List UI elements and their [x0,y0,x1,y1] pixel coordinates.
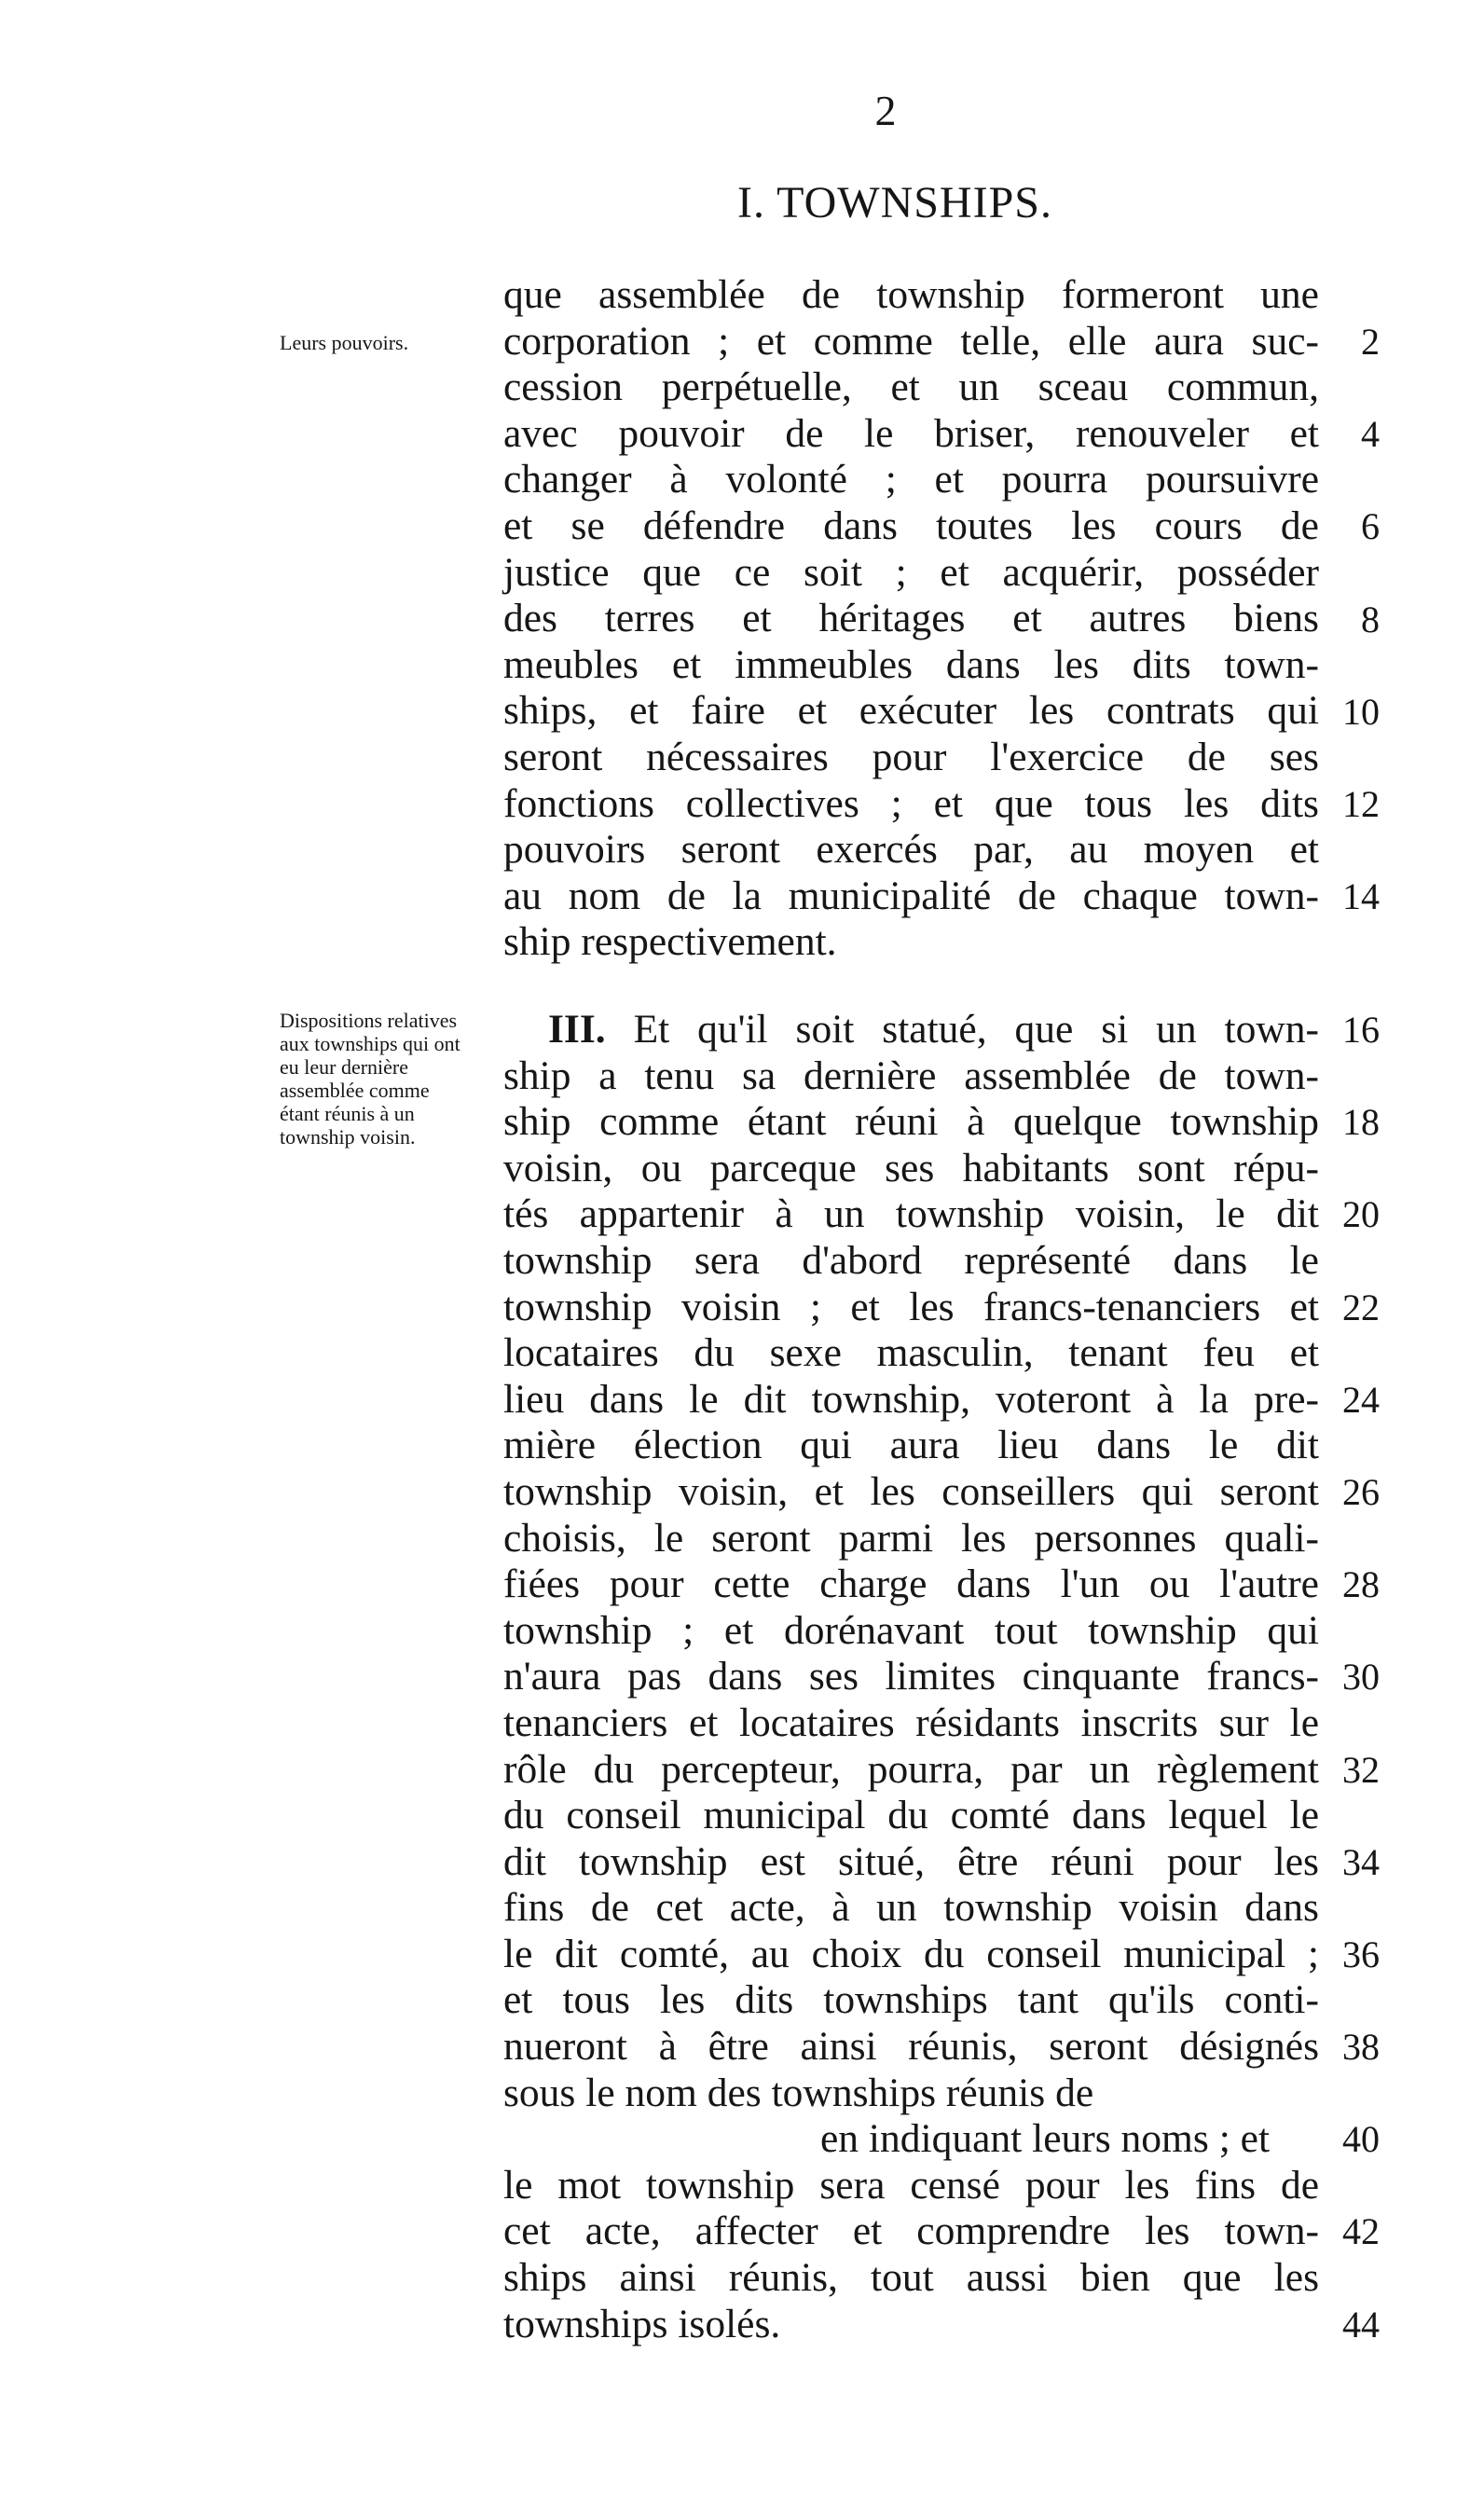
line-number: 26 [1342,1470,1380,1513]
line-number [1324,1146,1380,1192]
text-line: cession perpétuelle, et un sceau commun, [503,365,1319,410]
line-number: 10 [1342,690,1380,733]
text-line: mière élection qui aura lieu dans le dit [503,1423,1319,1468]
text-line: en indiquant leurs noms ; et [820,2116,1271,2162]
line-numbers-block-2 [1324,1007,1380,2347]
line-number [1324,1053,1380,1100]
line-number [1324,828,1380,874]
text-line: township sera d'abord représenté dans le [503,1237,1319,1283]
line-number: 20 [1342,1193,1380,1236]
text-line: locataires du sexe masculin, tenant feu et [503,1330,1319,1376]
text-line: ship a tenu sa dernière assemblée de town- [503,1053,1319,1098]
text-line: rôle du percepteur, pourra, par un règlement [503,1746,1319,1792]
paragraph-section-iii [503,1007,1319,2347]
line-numbers-block-1 [1324,319,1380,920]
line-number: 28 [1342,1563,1380,1606]
running-head: I. TOWNSHIPS. [737,178,1052,227]
line-number: 18 [1342,1101,1380,1144]
text-line: n'aura pas dans ses limites cinquante francs- [503,1654,1319,1699]
text-line: pouvoirs seront exercés par, au moyen et [503,827,1319,873]
line-number: 40 [1342,2118,1380,2161]
text-line: ship comme étant réuni à quelque township [503,1099,1319,1145]
line-number [1324,1330,1380,1377]
text-line: cet acte, affecter et comprendre les town- [503,2208,1319,2254]
line-number: 2 [1361,321,1380,363]
line-number: 24 [1342,1378,1380,1421]
line-number: 44 [1342,2303,1380,2346]
line-number: 34 [1342,1840,1380,1883]
text-line: le mot township sera censé pour les fins de [503,2162,1319,2208]
text-line: corporation ; et comme telle, elle aura suc- [503,318,1319,364]
line-number: 36 [1342,1933,1380,1975]
line-number [1324,1423,1380,1469]
text-line: et se défendre dans toutes les cours de [503,502,1319,548]
text-line: meubles et immeubles dans les dits town- [503,641,1319,687]
text-line: tés appartenir à un township voisin, le dit [503,1191,1319,1237]
line-number [1324,1516,1380,1562]
paragraph-continuation [503,272,1319,966]
text-line: ships ainsi réunis, tout aussi bien que les [503,2255,1319,2301]
text-line: ships, et faire et exécuter les contrats qui [503,688,1319,734]
line-number: 32 [1342,1748,1380,1791]
text-line: township ; et dorénavant tout township qui [503,1607,1319,1653]
line-number [1324,1608,1380,1655]
line-number [1324,642,1380,689]
text-line: lieu dans le dit township, voteront à la pre- [503,1376,1319,1422]
line-number: 8 [1361,598,1380,640]
text-line: fonctions collectives ; et que tous les dits [503,780,1319,826]
text-line: que assemblée de township formeront une [503,272,1319,317]
text-line: townships isolés. [503,2301,781,2346]
text-line: voisin, ou parceque ses habitants sont répu- [503,1145,1319,1190]
text-line: du conseil municipal du comté dans lequel le [503,1793,1319,1838]
line-number: 22 [1342,1286,1380,1328]
line-number [1324,1238,1380,1285]
section-first-line-text: Et qu'il soit statué, que si un town- [633,1007,1320,1052]
text-line: changer à volonté ; et pourra poursuivre [503,457,1319,502]
text-line: ship respectivement. [503,919,837,965]
text-line: township voisin, et les conseillers qui seront [503,1468,1319,1514]
sidenote-dispositions: Dispositions relatives aux townships qui ont eu leur dernière assemblée comme étant réunis à un township voisin. [280,1009,460,1149]
text-line: fiées pour cette charge dans l'un ou l'autre [503,1562,1319,1607]
text-line: dit township est situé, être réuni pour les [503,1838,1319,1884]
line-number [1324,1977,1380,2024]
text-line: le dit comté, au choix du conseil municipal ; [503,1931,1319,1976]
line-number [1324,2071,1380,2117]
text-line: justice que ce soit ; et acquérir, posséder [503,549,1319,595]
text-line: fins de cet acte, à un township voisin dans [503,1885,1319,1931]
line-number [1324,458,1380,504]
line-number: 42 [1342,2210,1380,2253]
line-number [1324,1793,1380,1839]
section-first-line [503,1007,1319,1053]
line-number [1324,550,1380,597]
text-line: au nom de la municipalité de chaque town- [503,873,1319,918]
line-number [1324,735,1380,781]
line-number [1324,1885,1380,1932]
text-line: nueront à être ainsi réunis, seront désignés [503,2024,1319,2070]
text-line: seront nécessaires pour l'exercice de ses [503,734,1319,779]
text-line: sous le nom des townships réunis de [503,2070,1094,2115]
line-number: 16 [1342,1009,1380,1051]
text-line: des terres et héritages et autres biens [503,596,1319,641]
page-number: 2 [874,87,897,134]
sidenote-powers: Leurs pouvoirs. [280,331,409,354]
line-number [1324,1700,1380,1747]
line-number [1324,365,1380,412]
line-number: 38 [1342,2026,1380,2069]
line-number: 6 [1361,505,1380,548]
text-line: tenanciers et locataires résidants inscrits sur le [503,1699,1319,1745]
line-number [1324,2163,1380,2209]
line-number [1324,2255,1380,2302]
text-line: et tous les dits townships tant qu'ils conti- [503,1977,1319,2023]
text-line: avec pouvoir de le briser, renouveler et [503,410,1319,456]
text-line: township voisin ; et les francs-tenanciers et [503,1284,1319,1329]
line-number: 12 [1342,782,1380,825]
line-number: 4 [1361,413,1380,456]
section-number: III. [548,1007,606,1052]
text-line: choisis, le seront parmi les personnes quali- [503,1515,1319,1561]
line-number: 30 [1342,1656,1380,1699]
line-number: 14 [1342,875,1380,918]
